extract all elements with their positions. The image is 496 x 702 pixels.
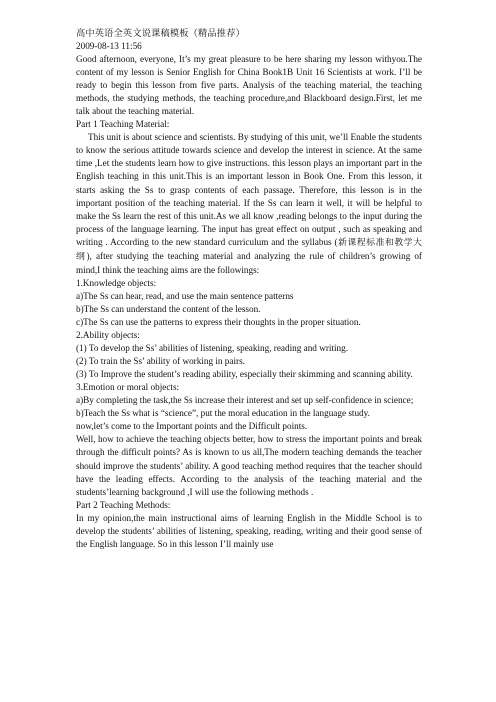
part1-paragraph [76, 131, 422, 277]
knowledge-item: c)The Ss can use the patterns to express their thoughts in the proper situation. [76, 316, 361, 327]
ability-item: (3) To Improve the student’s reading ability, especially their skimming and scanning ability. [76, 369, 413, 380]
part1-heading: Part 1 Teaching Material: [76, 119, 170, 130]
transition-line: now,let’s come to the Important points and the Difficult points. [76, 421, 308, 432]
ability-item: (1) To develop the Ss’ abilities of listening, speaking, reading and writing. [76, 343, 349, 354]
document-datetime: 2009-08-13 11:56 [76, 41, 142, 51]
part1-paragraph-cjk: 新课程标准和教学大纲 [76, 237, 422, 262]
knowledge-heading: 1.Knowledge objects: [76, 277, 157, 288]
part1-paragraph-text-b: ), after studying the teaching material and analyzing the rule of children’s growing of mind,I think the teaching aims are the followings: [76, 250, 422, 275]
document-page [76, 27, 422, 551]
methods-intro-paragraph: Well, how to achieve the teaching objects better, how to stress the important points and break through the difficult points? As is known to us all,The modern teaching demands the teacher should improve the students’ ability. A good teaching method requires that the teacher should have the leading effects. According to the analysis of the teaching material and the students’learning background ,I will use the following methods . [76, 434, 422, 497]
knowledge-item: b)The Ss can understand the content of the lesson. [76, 303, 261, 314]
ability-item: (2) To train the Ss’ ability of working in pairs. [76, 356, 245, 367]
part2-heading: Part 2 Teaching Methods: [76, 499, 171, 510]
emotion-heading: 3.Emotion or moral objects: [76, 382, 180, 393]
part1-paragraph-text-a: This unit is about science and scientists. By studying of this unit, we’ll Enable the students to know the serious attitude towards science and develop the interest in science. At the same time ,Let the students learn how to give instructions. this lesson plays an important part in the English teaching in this unit.This is an important lesson in Book One. From this lesson, it starts asking the Ss to grasp contents of each passage. Therefore, this lesson is in the important position of the teaching material. If the Ss can learn it well, it will be helpful to make the Ss learn the rest of this unit.As we all know ,reading belongs to the input during the process of the language learning. The input has great effect on output , such as speaking and writing . According to the new standard curriculum and the syllabus ( [76, 132, 422, 247]
part2-paragraph: In my opinion,the main instructional aims of learning English in the Middle School is to develop the students’ abilities of listening, speaking, reading, writing and their good sense of the English language. So in this lesson I’ll mainly use [76, 512, 422, 549]
knowledge-item: a)The Ss can hear, read, and use the main sentence patterns [76, 290, 294, 301]
emotion-item: b)Teach the Ss what is “science”, put the moral education in the language study. [76, 408, 370, 419]
emotion-item: a)By completing the task,the Ss increase their interest and set up self-confidence in science; [76, 395, 414, 406]
ability-heading: 2.Ability objects: [76, 330, 140, 341]
intro-paragraph: Good afternoon, everyone, It’s my great pleasure to be here sharing my lesson withyou.The content of my lesson is Senior English for China Book1B Unit 16 Scientists at work. I’ll be ready to begin this lesson from five parts. Analysis of the teaching material, the teaching methods, the studying methods, the teaching procedure,and Blackboard design.First, let me talk about the teaching material. [76, 54, 422, 117]
document-title: 高中英语全英文说课稿模板（精品推荐） [76, 28, 245, 39]
